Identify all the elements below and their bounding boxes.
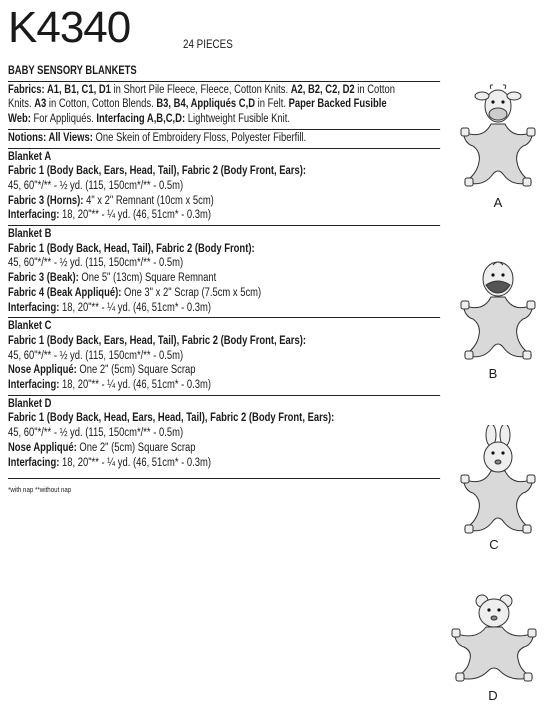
section-heading: Blanket B xyxy=(8,228,52,241)
view-d-label: D xyxy=(488,688,498,703)
view-a-thumbnail xyxy=(453,82,543,192)
cow-blanket-icon xyxy=(453,82,543,192)
blanket-d-section: Blanket D Fabric 1 (Body Back, Head, Ears, Head, Tail), Fabric 2 (Body Front, Ears): 45, 60"*/** - ½ yd. (115, 150cm*/** - 0.5m) Nose Appliqué: One 2" (5cm) Square Scrap Interfacing: 18, 20"** - ¼ yd. (46, 51cm* - 0.3m) xyxy=(8,397,440,471)
divider xyxy=(8,395,440,396)
divider xyxy=(8,225,440,226)
divider xyxy=(8,81,440,82)
section-heading: Blanket A xyxy=(8,150,52,163)
notions-section: Notions: All Views: One Skein of Embroidery Floss, Polyester Fiberfill. xyxy=(8,131,307,144)
section-heading: Blanket D xyxy=(8,397,52,410)
bear-blanket-icon xyxy=(446,593,542,685)
blanket-c-section: Blanket C Fabric 1 (Body Back, Ears, Head, Tail), Fabric 2 (Body Front, Ears): 45, 60"*/** - ½ yd. (115, 150cm*/** - 0.5m) Nose Appliqué: One 2" (5cm) Square Scrap Interfacing: 18, 20"** - ¼ yd. (46, 51cm* - 0.3m) xyxy=(8,319,440,393)
view-d-thumbnail xyxy=(446,593,542,685)
pieces-count: 24 PIECES xyxy=(183,37,233,51)
view-a-label: A xyxy=(493,195,503,210)
footnote: *with nap **without nap xyxy=(8,485,72,495)
divider xyxy=(8,478,440,479)
blanket-a-section: Blanket A Fabric 1 (Body Back, Ears, Head, Tail), Fabric 2 (Body Front, Ears): 45, 60"*/** - ½ yd. (115, 150cm*/** - 0.5m) Fabric 3 (Horns): 4" x 2" Remnant (10cm x 5cm) Interfacing: 18, 20"** - ¼ yd. (46, 51cm* - 0.3m) xyxy=(8,150,440,224)
duck-blanket-icon xyxy=(453,255,543,365)
divider xyxy=(8,148,440,149)
section-heading: Blanket C xyxy=(8,320,52,333)
view-c-thumbnail xyxy=(453,425,543,537)
fabrics-section: Fabrics: A1, B1, C1, D1 in Short Pile Fleece, Fleece, Cotton Knits. A2, B2, C2, D2 in Cotton Knits. A3 in Cotton, Cotton Blends. B3, B4, Appliqués C,D in Felt. Paper Backed Fusible Web: For Appliqués. Interfacing A,B,C,D: Lightweight Fusible Knit. xyxy=(8,83,396,126)
view-b-thumbnail xyxy=(453,255,543,365)
pattern-title: BABY SENSORY BLANKETS xyxy=(8,65,137,77)
divider xyxy=(8,129,440,130)
divider xyxy=(8,317,440,318)
bunny-blanket-icon xyxy=(453,425,543,537)
pattern-number: K4340 xyxy=(8,3,131,52)
view-c-label: C xyxy=(489,537,499,552)
requirements-column xyxy=(8,64,440,498)
blanket-b-section: Blanket B Fabric 1 (Body Back, Head, Tail), Fabric 2 (Body Front): 45, 60"*/** - ½ yd. (115, 150cm*/** - 0.5m) Fabric 3 (Beak): One 5" (13cm) Square Remnant Fabric 4 (Beak Appliqué): One 3" x 2" Scrap (7.5cm x 5cm) Interfacing: 18, 20"** - ¼ yd. (46, 51cm* - 0.3m) xyxy=(8,227,440,315)
view-b-label: B xyxy=(488,366,498,381)
